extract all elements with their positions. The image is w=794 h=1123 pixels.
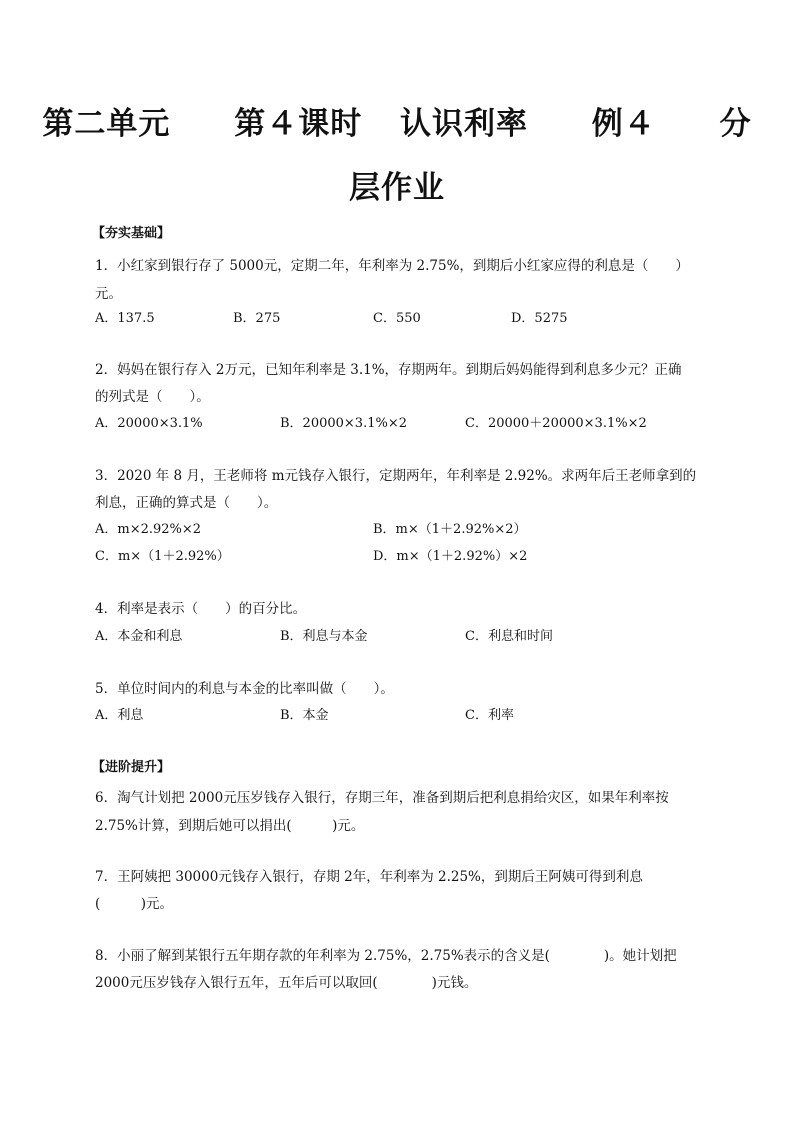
page-title-line2: 层作业 [349, 170, 445, 206]
question-8-text-cont: 2000元压岁钱存入银行五年，五年后可以取回( )元钱。 [95, 975, 478, 991]
question-1-option-a: A．137.5 [95, 311, 155, 326]
question-7-text-cont: ( )元。 [95, 896, 174, 912]
question-5-option-a: A．利息 [95, 708, 144, 723]
question-7-text: 7．王阿姨把 30000元钱存入银行，存期 2年，年利率为 2.25%，到期后王阿姨可得到利息 [95, 869, 643, 885]
title-lesson: 第４课时 [234, 106, 363, 142]
question-3-option-b: B．m×（1＋2.92%×2） [373, 522, 527, 537]
question-1-text: 1．小红家到银行存了 5000元，定期二年，年利率为 2.75%，到期后小红家应得的利息是（ ） [95, 258, 689, 274]
question-1-text-cont: 元。 [95, 286, 122, 302]
question-3-option-c: C．m×（1＋2.92%） [95, 549, 230, 564]
question-2-option-a: A．20000×3.1% [95, 416, 203, 431]
page-title [0, 98, 794, 143]
question-3-text-cont: 利息，正确的算式是（ ）。 [95, 495, 278, 511]
title-tail: 分 [719, 106, 752, 142]
question-4-text: 4．利率是表示（ ）的百分比。 [95, 601, 307, 617]
section-heading-basic: 【夯实基础】 [92, 226, 171, 241]
title-topic: 认识利率 [400, 106, 528, 142]
question-4-option-c: C．利息和时间 [465, 629, 553, 644]
question-5-option-c: C．利率 [465, 708, 514, 723]
question-8-text: 8．小丽了解到某银行五年期存款的年利率为 2.75%，2.75%表示的含义是( )。她计划把 [95, 948, 677, 964]
question-3-option-a: A．m×2.92%×2 [95, 522, 202, 537]
question-1-option-d: D．5275 [511, 311, 568, 326]
question-2-option-c: C．20000＋20000×3.1%×2 [465, 416, 647, 431]
question-3-option-d: D．m×（1＋2.92%）×2 [373, 549, 528, 564]
question-2-text-cont: 的列式是（ ）。 [95, 389, 210, 405]
question-5-option-b: B．本金 [280, 708, 329, 723]
title-example: 例４ [591, 106, 656, 142]
question-4-option-b: B．利息与本金 [280, 629, 368, 644]
question-2-option-b: B．20000×3.1%×2 [280, 416, 407, 431]
question-1-option-b: B．275 [233, 311, 281, 326]
question-6-text-cont: 2.75%计算，到期后她可以捐出( )元。 [95, 818, 365, 834]
question-1-option-c: C．550 [373, 311, 421, 326]
title-unit: 第二单元 [42, 106, 171, 142]
question-6-text: 6．淘气计划把 2000元压岁钱存入银行，存期三年，准备到期后把利息捐给灾区，如果年利率按 [95, 790, 669, 806]
question-3-text: 3．2020 年 8 月，王老师将 m元钱存入银行，定期两年，年利率是 2.92%。求两年后王老师拿到的 [95, 468, 697, 484]
question-4-option-a: A．本金和利息 [95, 629, 183, 644]
question-2-text: 2．妈妈在银行存入 2万元，已知年利率是 3.1%，存期两年。到期后妈妈能得到利息多少元？正确 [95, 362, 682, 378]
question-5-text: 5．单位时间内的利息与本金的比率叫做（ ）。 [95, 681, 394, 697]
section-heading-advanced: 【进阶提升】 [92, 760, 171, 775]
